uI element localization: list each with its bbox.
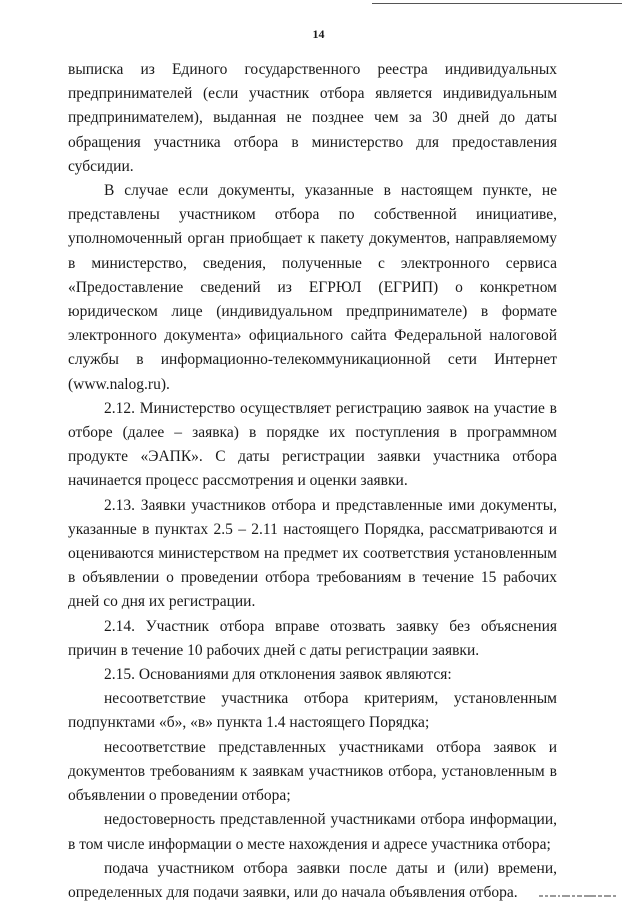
rejection-ground-false-info: недостоверность представленной участниками отбора информации, в том числе информации о месте нахождения и адресе участника отбора;: [68, 811, 557, 853]
top-edge-rule: [372, 3, 622, 4]
paragraph-2-15-rejection-grounds: 2.15. Основаниями для отклонения заявок являются:: [104, 666, 452, 684]
page-number: 14: [312, 27, 325, 41]
scan-artifact: [539, 893, 629, 899]
paragraph-2-13-review: 2.13. Заявки участников отбора и представленные ими документы, указанные в пунктах 2.5 – 2.11 настоящего Порядка, рассматриваются и оцениваются министерством на предмет их соответствия установленным в объявлении о проведении отбора требованиям в течение 15 рабочих дней со дня их регистрации.: [68, 496, 557, 611]
rejection-ground-requirements: несоответствие представленных участниками отбора заявок и документов требованиям к заявкам участников отбора, установленным в объявлении о проведении отбора;: [68, 738, 557, 805]
rejection-ground-late-submission: подача участником отбора заявки после даты и (или) времени, определенных для подачи заявки, или до начала объявления отбора.: [68, 859, 557, 901]
paragraph-egrip-extract: выписка из Единого государственного реестра индивидуальных предпринимателей (если участник отбора является индивидуальным предпринимателем), выданная не позднее чем за 30 дней до даты обращения участника отбора в министерство для предоставления субсидии.: [68, 61, 557, 175]
rejection-ground-criteria: несоответствие участника отбора критериям, установленным подпунктами «б», «в» пункта 1.4 настоящего Порядка;: [68, 690, 557, 732]
document-body: [68, 58, 557, 905]
paragraph-documents-not-submitted: В случае если документы, указанные в настоящем пункте, не представлены участником отбора по собственной инициативе, уполномоченный орган приобщает к пакету документов, направляемому в министерство, сведения, полученные с электронного сервиса «Предоставление сведений из ЕГРЮЛ (ЕГРИП) о конкретном юридическом лице (индивидуальном предпринимателе) в формате электронного документа» официального сайта Федеральной налоговой службы в информационно-телекоммуникационной сети Интернет (www.nalog.ru).: [68, 182, 557, 393]
paragraph-2-12-registration: 2.12. Министерство осуществляет регистрацию заявок на участие в отборе (далее – заявка) в порядке их поступления в программном продукте «ЭАПК». С даты регистрации заявки участника отбора начинается процесс рассмотрения и оценки заявки.: [68, 399, 557, 490]
paragraph-2-14-withdrawal: 2.14. Участник отбора вправе отозвать заявку без объяснения причин в течение 10 рабочих дней с даты регистрации заявки.: [68, 617, 557, 659]
